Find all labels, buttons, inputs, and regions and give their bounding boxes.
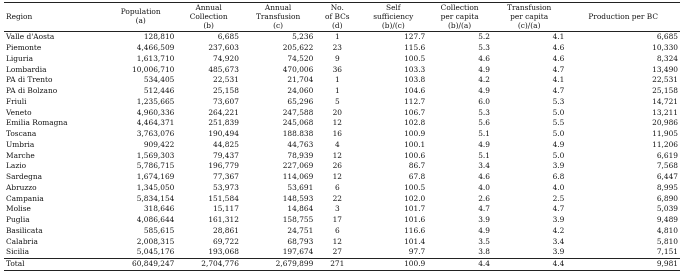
cell-collection-per-capita: 4.6 bbox=[478, 172, 490, 182]
cell-number-of-bcs: 12 bbox=[332, 150, 342, 160]
cell-population: 5,045,176 bbox=[136, 247, 175, 257]
cell-self-sufficiency: 112.7 bbox=[404, 96, 426, 106]
cell-annual-collection: 2,704,776 bbox=[176, 259, 241, 271]
cell-annual-transfusion: 2,679,899 bbox=[241, 259, 315, 271]
cell-annual-collection: 151,584 bbox=[208, 193, 239, 203]
cell-production-per-bc: 13,211 bbox=[652, 107, 678, 117]
cell-transfusion-per-capita: 5.5 bbox=[552, 118, 565, 128]
cell-region: Toscana bbox=[6, 129, 37, 139]
cell-number-of-bcs: 16 bbox=[332, 129, 342, 139]
cell-population: 585,615 bbox=[143, 225, 175, 235]
cell-collection-per-capita: 5.2 bbox=[478, 32, 490, 42]
cell-annual-collection: 190,494 bbox=[208, 129, 239, 139]
blood-collection-table bbox=[4, 2, 680, 271]
cell-population: 1,235,665 bbox=[136, 96, 175, 106]
cell-production-per-bc: 22,531 bbox=[652, 75, 678, 85]
cell-collection-per-capita: 3.9 bbox=[478, 215, 490, 225]
table-row bbox=[4, 204, 680, 215]
table-row bbox=[4, 183, 680, 194]
table-row bbox=[4, 237, 680, 248]
header-population: Population (a) bbox=[105, 3, 176, 32]
cell-annual-transfusion: 245,068 bbox=[282, 118, 314, 128]
cell-transfusion-per-capita: 4.6 bbox=[552, 53, 565, 63]
cell-self-sufficiency: 103.3 bbox=[404, 64, 426, 74]
table-row bbox=[4, 151, 680, 162]
cell-number-of-bcs: 4 bbox=[334, 139, 340, 149]
header-production-per-bc: Production per BC bbox=[566, 3, 680, 32]
cell-annual-collection: 193,068 bbox=[208, 247, 239, 257]
table-row bbox=[4, 86, 680, 97]
cell-self-sufficiency: 116.6 bbox=[404, 225, 426, 235]
cell-self-sufficiency: 67.8 bbox=[408, 172, 426, 182]
cell-collection-per-capita: 4.9 bbox=[478, 225, 490, 235]
total-row bbox=[4, 259, 680, 271]
cell-transfusion-per-capita: 6.8 bbox=[552, 172, 565, 182]
cell-transfusion-per-capita: 4.1 bbox=[552, 32, 565, 42]
cell-production-per-bc: 8,324 bbox=[656, 53, 678, 63]
cell-population: 4,086,644 bbox=[136, 215, 175, 225]
cell-transfusion-per-capita: 3.9 bbox=[552, 161, 565, 171]
table-row bbox=[4, 247, 680, 258]
cell-annual-transfusion: 114,069 bbox=[282, 172, 314, 182]
cell-number-of-bcs: 5 bbox=[334, 96, 340, 106]
cell-annual-collection: 74,920 bbox=[213, 53, 239, 63]
cell-collection-per-capita: 4.0 bbox=[478, 182, 490, 192]
cell-transfusion-per-capita: 4.2 bbox=[552, 225, 565, 235]
cell-number-of-bcs: 12 bbox=[332, 172, 342, 182]
cell-collection-per-capita: 3.8 bbox=[478, 247, 490, 257]
cell-annual-transfusion: 14,864 bbox=[287, 204, 314, 214]
cell-production-per-bc: 7,151 bbox=[656, 247, 678, 257]
table-row bbox=[4, 226, 680, 237]
cell-population: 4,960,336 bbox=[136, 107, 175, 117]
cell-region: Liguria bbox=[6, 53, 34, 63]
cell-number-of-bcs: 1 bbox=[334, 86, 340, 96]
cell-annual-transfusion: 44,763 bbox=[287, 139, 314, 149]
cell-transfusion-per-capita: 5.0 bbox=[552, 107, 565, 117]
header-transfusion-per-capita: Transfusion per capita (c)/(a) bbox=[492, 3, 566, 32]
cell-region: Sardegna bbox=[6, 172, 43, 182]
cell-number-of-bcs: 17 bbox=[332, 215, 342, 225]
cell-annual-transfusion: 21,704 bbox=[287, 75, 314, 85]
cell-annual-collection: 77,367 bbox=[213, 172, 239, 182]
cell-production-per-bc: 5,039 bbox=[656, 204, 678, 214]
cell-annual-transfusion: 68,793 bbox=[287, 236, 314, 246]
cell-population: 1,674,169 bbox=[136, 172, 175, 182]
table-row bbox=[4, 97, 680, 108]
cell-region: Abruzzo bbox=[6, 182, 37, 192]
cell-number-of-bcs: 6 bbox=[334, 182, 340, 192]
cell-annual-transfusion: 78,939 bbox=[287, 150, 314, 160]
cell-number-of-bcs: 26 bbox=[332, 161, 342, 171]
cell-production-per-bc: 6,619 bbox=[656, 150, 678, 160]
cell-annual-collection: 22,531 bbox=[213, 75, 239, 85]
cell-annual-transfusion: 197,674 bbox=[282, 247, 314, 257]
cell-region: PA di Trento bbox=[6, 75, 53, 85]
header-region: Region bbox=[4, 3, 105, 32]
cell-transfusion-per-capita: 4.9 bbox=[552, 139, 565, 149]
header-annual-collection: Annual Collection (b) bbox=[176, 3, 241, 32]
cell-annual-transfusion: 65,296 bbox=[287, 96, 314, 106]
cell-transfusion-per-capita: 5.3 bbox=[552, 96, 565, 106]
cell-population: 1,345,050 bbox=[136, 182, 175, 192]
cell-self-sufficiency: 127.7 bbox=[404, 32, 426, 42]
cell-self-sufficiency: 101.7 bbox=[404, 204, 426, 214]
cell-population: 318,646 bbox=[143, 204, 175, 214]
cell-self-sufficiency: 100.9 bbox=[359, 259, 427, 271]
cell-self-sufficiency: 115.6 bbox=[404, 43, 426, 53]
cell-production-per-bc: 4,810 bbox=[656, 225, 678, 235]
table-row bbox=[4, 65, 680, 76]
cell-self-sufficiency: 100.1 bbox=[404, 139, 426, 149]
cell-collection-per-capita: 4.9 bbox=[478, 139, 490, 149]
cell-transfusion-per-capita: 3.4 bbox=[552, 236, 565, 246]
table-row bbox=[4, 75, 680, 86]
cell-population: 128,810 bbox=[143, 32, 175, 42]
cell-region: Campania bbox=[6, 193, 44, 203]
cell-region: Piemonte bbox=[6, 43, 42, 53]
cell-transfusion-per-capita: 4.4 bbox=[492, 259, 566, 271]
cell-annual-transfusion: 24,060 bbox=[287, 86, 314, 96]
cell-population: 60,849,247 bbox=[105, 259, 176, 271]
cell-annual-transfusion: 53,691 bbox=[287, 182, 314, 192]
table-row bbox=[4, 54, 680, 65]
cell-region: Molise bbox=[6, 204, 31, 214]
cell-region: Friuli bbox=[6, 96, 27, 106]
cell-self-sufficiency: 100.5 bbox=[404, 182, 426, 192]
header-row bbox=[4, 3, 680, 32]
cell-number-of-bcs: 27 bbox=[332, 247, 342, 257]
cell-annual-transfusion: 227,069 bbox=[282, 161, 314, 171]
cell-annual-collection: 251,839 bbox=[208, 118, 239, 128]
cell-self-sufficiency: 101.4 bbox=[404, 236, 426, 246]
cell-production-per-bc: 7,568 bbox=[656, 161, 678, 171]
cell-annual-collection: 196,779 bbox=[208, 161, 239, 171]
cell-production-per-bc: 20,986 bbox=[652, 118, 678, 128]
cell-number-of-bcs: 23 bbox=[332, 43, 342, 53]
cell-annual-transfusion: 205,622 bbox=[282, 43, 314, 53]
cell-region: Total bbox=[4, 259, 105, 271]
cell-region: PA di Bolzano bbox=[6, 86, 58, 96]
cell-annual-collection: 44,825 bbox=[213, 139, 239, 149]
cell-self-sufficiency: 100.5 bbox=[404, 53, 426, 63]
cell-self-sufficiency: 86.7 bbox=[408, 161, 426, 171]
cell-population: 5,834,154 bbox=[136, 193, 175, 203]
cell-collection-per-capita: 5.1 bbox=[478, 129, 490, 139]
cell-population: 5,786,715 bbox=[136, 161, 175, 171]
cell-region: Emilia Romagna bbox=[6, 118, 68, 128]
cell-annual-transfusion: 148,593 bbox=[282, 193, 314, 203]
cell-population: 4,466,509 bbox=[136, 43, 175, 53]
cell-collection-per-capita: 5.3 bbox=[478, 43, 490, 53]
cell-region: Veneto bbox=[6, 107, 32, 117]
cell-region: Sicilia bbox=[6, 247, 30, 257]
cell-transfusion-per-capita: 5.0 bbox=[552, 129, 565, 139]
cell-transfusion-per-capita: 4.0 bbox=[552, 182, 565, 192]
cell-number-of-bcs: 36 bbox=[332, 64, 342, 74]
cell-self-sufficiency: 100.6 bbox=[404, 150, 426, 160]
cell-population: 909,422 bbox=[143, 139, 175, 149]
cell-transfusion-per-capita: 4.6 bbox=[552, 43, 565, 53]
cell-self-sufficiency: 97.7 bbox=[408, 247, 426, 257]
cell-transfusion-per-capita: 4.7 bbox=[552, 204, 565, 214]
cell-annual-collection: 69,722 bbox=[213, 236, 239, 246]
cell-production-per-bc: 6,685 bbox=[656, 32, 678, 42]
cell-transfusion-per-capita: 5.0 bbox=[552, 150, 565, 160]
cell-collection-per-capita: 4.9 bbox=[478, 86, 490, 96]
cell-collection-per-capita: 4.2 bbox=[478, 75, 490, 85]
cell-self-sufficiency: 102.0 bbox=[404, 193, 426, 203]
cell-annual-transfusion: 247,588 bbox=[282, 107, 314, 117]
cell-region: Lombardia bbox=[6, 64, 47, 74]
cell-region: Umbria bbox=[6, 139, 35, 149]
cell-transfusion-per-capita: 2.5 bbox=[552, 193, 565, 203]
cell-transfusion-per-capita: 3.9 bbox=[552, 247, 565, 257]
cell-collection-per-capita: 3.4 bbox=[478, 161, 490, 171]
header-annual-transfusion: Annual Transfusion (c) bbox=[241, 3, 315, 32]
cell-collection-per-capita: 5.3 bbox=[478, 107, 490, 117]
cell-number-of-bcs: 271 bbox=[315, 259, 359, 271]
cell-number-of-bcs: 1 bbox=[334, 32, 340, 42]
cell-self-sufficiency: 104.6 bbox=[404, 86, 426, 96]
cell-region: Basilicata bbox=[6, 225, 43, 235]
table-row bbox=[4, 140, 680, 151]
cell-annual-transfusion: 5,236 bbox=[292, 32, 314, 42]
cell-collection-per-capita: 3.5 bbox=[478, 236, 490, 246]
cell-annual-transfusion: 158,755 bbox=[282, 215, 314, 225]
cell-population: 534,405 bbox=[143, 75, 175, 85]
cell-collection-per-capita: 5.1 bbox=[478, 150, 490, 160]
cell-population: 4,464,371 bbox=[136, 118, 175, 128]
cell-collection-per-capita: 4.6 bbox=[478, 53, 490, 63]
cell-region: Lazio bbox=[6, 161, 27, 171]
cell-collection-per-capita: 4.9 bbox=[478, 64, 490, 74]
cell-collection-per-capita: 5.6 bbox=[478, 118, 490, 128]
cell-self-sufficiency: 100.9 bbox=[404, 129, 426, 139]
cell-population: 512,446 bbox=[143, 86, 175, 96]
cell-production-per-bc: 14,721 bbox=[652, 96, 678, 106]
header-collection-per-capita: Collection per capita (b)/(a) bbox=[427, 3, 492, 32]
cell-production-per-bc: 11,206 bbox=[652, 139, 678, 149]
cell-production-per-bc: 6,447 bbox=[656, 172, 678, 182]
table-body bbox=[4, 32, 680, 271]
cell-self-sufficiency: 101.6 bbox=[404, 215, 426, 225]
cell-production-per-bc: 5,810 bbox=[656, 236, 678, 246]
cell-annual-collection: 53,973 bbox=[213, 182, 239, 192]
cell-region: Puglia bbox=[6, 215, 30, 225]
cell-transfusion-per-capita: 3.9 bbox=[552, 215, 565, 225]
cell-annual-collection: 161,312 bbox=[208, 215, 239, 225]
cell-production-per-bc: 13,490 bbox=[652, 64, 678, 74]
cell-annual-transfusion: 74,520 bbox=[287, 53, 314, 63]
cell-population: 2,008,315 bbox=[136, 236, 175, 246]
cell-production-per-bc: 9,981 bbox=[566, 259, 680, 271]
cell-population: 1,569,303 bbox=[136, 150, 175, 160]
cell-self-sufficiency: 106.7 bbox=[404, 107, 426, 117]
cell-production-per-bc: 6,890 bbox=[656, 193, 678, 203]
cell-transfusion-per-capita: 4.1 bbox=[552, 75, 565, 85]
cell-annual-collection: 15,117 bbox=[213, 204, 239, 214]
cell-collection-per-capita: 2.6 bbox=[478, 193, 490, 203]
header-number-of-bcs: No. of BCs (d) bbox=[315, 3, 359, 32]
table-row bbox=[4, 161, 680, 172]
header-self-sufficiency: Self sufficiency (b)/(c) bbox=[359, 3, 427, 32]
cell-production-per-bc: 11,905 bbox=[652, 129, 678, 139]
table-row bbox=[4, 194, 680, 205]
cell-annual-transfusion: 24,751 bbox=[287, 225, 314, 235]
cell-population: 10,006,710 bbox=[132, 64, 175, 74]
table-row bbox=[4, 129, 680, 140]
cell-annual-transfusion: 188.838 bbox=[282, 129, 314, 139]
cell-transfusion-per-capita: 4.7 bbox=[552, 86, 565, 96]
cell-annual-transfusion: 470,006 bbox=[282, 64, 314, 74]
cell-collection-per-capita: 6.0 bbox=[478, 96, 490, 106]
cell-production-per-bc: 25,158 bbox=[652, 86, 678, 96]
cell-number-of-bcs: 1 bbox=[334, 75, 340, 85]
cell-region: Calabria bbox=[6, 236, 38, 246]
cell-production-per-bc: 8,995 bbox=[656, 182, 678, 192]
cell-number-of-bcs: 22 bbox=[332, 193, 342, 203]
cell-annual-collection: 79,437 bbox=[213, 150, 239, 160]
cell-annual-collection: 28,861 bbox=[213, 225, 239, 235]
cell-annual-collection: 25,158 bbox=[213, 86, 239, 96]
cell-annual-collection: 6,685 bbox=[217, 32, 239, 42]
cell-number-of-bcs: 20 bbox=[332, 107, 342, 117]
cell-population: 1,613,710 bbox=[136, 53, 175, 63]
cell-self-sufficiency: 103.8 bbox=[404, 75, 426, 85]
cell-collection-per-capita: 4.4 bbox=[427, 259, 492, 271]
cell-transfusion-per-capita: 4.7 bbox=[552, 64, 565, 74]
cell-number-of-bcs: 6 bbox=[334, 225, 340, 235]
cell-number-of-bcs: 9 bbox=[334, 53, 340, 63]
cell-production-per-bc: 9,489 bbox=[656, 215, 678, 225]
table-row bbox=[4, 108, 680, 119]
table-row bbox=[4, 32, 680, 43]
cell-population: 3,763,076 bbox=[136, 129, 175, 139]
cell-annual-collection: 485,673 bbox=[208, 64, 239, 74]
cell-annual-collection: 264,221 bbox=[208, 107, 239, 117]
table-row bbox=[4, 172, 680, 183]
cell-region: Valle d'Aosta bbox=[6, 32, 55, 42]
cell-region: Marche bbox=[6, 150, 35, 160]
cell-annual-collection: 237,603 bbox=[208, 43, 239, 53]
cell-number-of-bcs: 3 bbox=[334, 204, 340, 214]
table-row bbox=[4, 118, 680, 129]
cell-collection-per-capita: 4.7 bbox=[478, 204, 490, 214]
table-row bbox=[4, 43, 680, 54]
table-row bbox=[4, 215, 680, 226]
cell-production-per-bc: 10,330 bbox=[652, 43, 678, 53]
cell-annual-collection: 73,607 bbox=[213, 96, 239, 106]
cell-number-of-bcs: 12 bbox=[332, 118, 342, 128]
cell-number-of-bcs: 12 bbox=[332, 236, 342, 246]
table-header bbox=[4, 3, 680, 32]
cell-self-sufficiency: 102.8 bbox=[404, 118, 426, 128]
